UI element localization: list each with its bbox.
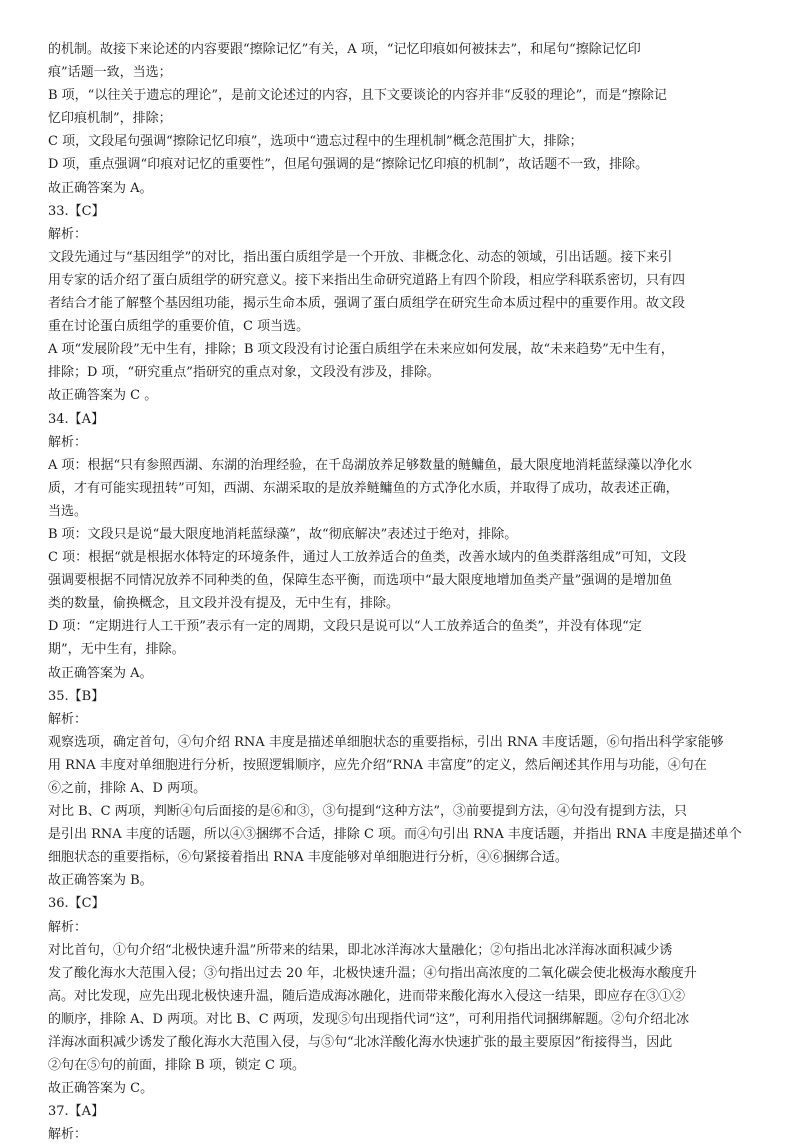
answer-line: 故正确答案为 B。 — [48, 873, 153, 889]
answer-line: 故正确答案为 C 。 — [48, 388, 158, 404]
text-line: 对比 B、C 两项，判断④句后面接的是⑥和③，③句提到“这种方法”，③前要提到方法，④句没有提到方法，只 — [48, 804, 688, 820]
question-number-33: 33.【C】 — [48, 203, 105, 219]
text-line: A 项：根据“只有参照西湖、东湖的治理经验，在千岛湖放养足够数量的鲢鳙鱼，最大限度地消耗蓝绿藻以净化水 — [48, 457, 693, 473]
text-line: 期”，无中生有，排除。 — [48, 642, 185, 658]
text-line: 对比首句，①句介绍“北极快速升温”所带来的结果，即北冰洋海冰大量融化；②句指出北冰洋海冰面积减少诱 — [48, 942, 673, 958]
text-line: 者结合才能了解整个基因组功能，揭示生命本质，强调了蛋白质组学在研究生命本质过程中的重要作用。故文段 — [48, 296, 686, 312]
text-line: 强调要根据不同情况放养不同种类的鱼，保障生态平衡，而选项中“最大限度地增加鱼类产量”强调的是增加鱼 — [48, 573, 673, 589]
text-line: 当选。 — [48, 503, 88, 519]
answer-line: 故正确答案为 C。 — [48, 1081, 154, 1097]
answer-line: 故正确答案为 A。 — [48, 180, 153, 196]
text-line: C 项：根据“就是根据水体特定的环境条件，通过人工放养适合的鱼类，改善水域内的鱼类群落组成”可知，文段 — [48, 550, 687, 566]
analysis-label: 解析： — [48, 919, 88, 935]
text-line: 排除；D 项，“研究重点”指研究的重点对象，文段没有涉及，排除。 — [48, 365, 440, 381]
text-line: 的机制。故接下来论述的内容要跟“擦除记忆”有关，A 项，“记忆印痕如何被抹去”，和尾句“擦除记忆印 — [48, 42, 641, 57]
question-number-36: 36.【C】 — [48, 896, 105, 912]
text-line: 高。对比发现，应先出现北极快速升温，随后造成海冰融化，进而带来酸化海水入侵这一结果，即应存在③①② — [48, 988, 686, 1004]
text-line: 是引出 RNA 丰度的话题，所以④③捆绑不合适，排除 C 项。而④句引出 RNA 丰度话题，并指出 RNA 丰度是描述单个 — [48, 827, 742, 843]
text-line: 细胞状态的重要指标，⑥句紧接着指出 RNA 丰度能够对单细胞进行分析，④⑥捆绑合适。 — [48, 850, 568, 866]
text-line: 文段先通过与“基因组学”的对比，指出蛋白质组学是一个开放、非概念化、动态的领域，引出话题。接下来引 — [48, 249, 673, 265]
text-line: 重在讨论蛋白质组学的重要价值，C 项当选。 — [48, 319, 310, 335]
answer-line: 故正确答案为 A。 — [48, 665, 153, 681]
analysis-label: 解析： — [48, 711, 88, 727]
text-line: 痕”话题一致，当选； — [48, 65, 172, 81]
text-line: B 项，“以往关于遗忘的理论”，是前文论述过的内容，且下文要谈论的内容并非“反驳的理论”，而是“擦除记 — [48, 88, 667, 104]
text-line: B 项：文段只是说“最大限度地消耗蓝绿藻”，故“彻底解决”表述过于绝对，排除。 — [48, 526, 518, 542]
text-line: A 项“发展阶段”无中生有，排除；B 项文段没有讨论蛋白质组学在未来应如何发展，故“未来趋势”无中生有， — [48, 342, 674, 358]
text-line: ⑥之前，排除 A、D 两项。 — [48, 781, 207, 796]
text-line: 洋海冰面积减少诱发了酸化海水大范围入侵，与⑤句“北冰洋酸化海水快速扩张的最主要原因”衔接得当，因此 — [48, 1035, 673, 1051]
text-line: 用专家的话介绍了蛋白质组学的研究意义。接下来指出生命研究道路上有四个阶段，相应学科联系密切，只有四 — [48, 272, 686, 288]
text-line: 观察选项，确定首句，④句介绍 RNA 丰度是描述单细胞状态的重要指标，引出 RNA 丰度话题，⑥句指出科学家能够 — [48, 734, 724, 750]
text-line: 用 RNA 丰度对单细胞进行分析，按照逻辑顺序，应先介绍“RNA 丰富度”的定义，然后阐述其作用与功能，④句在 — [48, 757, 707, 773]
text-line: 忆印痕机制”，排除； — [48, 111, 172, 127]
text-line: 类的数量，偷换概念，且文段并没有提及，无中生有，排除。 — [48, 596, 400, 612]
text-line: D 项：“定期进行人工干预”表示有一定的周期，文段只是说可以“人工放养适合的鱼类”，并没有体现“定 — [48, 619, 642, 635]
analysis-label: 解析： — [48, 434, 88, 450]
text-line: D 项，重点强调“印痕对记忆的重要性”，但尾句强调的是“擦除记忆印痕的机制”，故话题不一致，排除。 — [48, 157, 649, 173]
text-line: 质，才有可能实现扭转”可知，西湖、东湖采取的是放养鲢鳙鱼的方式净化水质，并取得了成功，故表述正确， — [48, 480, 679, 496]
text-line: C 项，文段尾句强调“擦除记忆印痕”，选项中“遗忘过程中的生理机制”概念范围扩大，排除； — [48, 134, 583, 150]
document-body — [48, 38, 760, 1147]
text-line: ②句在⑤句的前面，排除 B 项，锁定 C 项。 — [48, 1058, 306, 1074]
analysis-label: 解析： — [48, 226, 88, 242]
question-number-35: 35.【B】 — [48, 688, 105, 704]
text-line: 发了酸化海水大范围入侵；③句指出过去 20 年，北极快速升温；④句指出高浓度的二氧化碳会使北极海水酸度升 — [48, 965, 697, 981]
text-line: 的顺序，排除 A、D 两项。对比 B、C 两项，发现⑤句出现指代词“这”，可利用指代词捆绑解题。②句介绍北冰 — [48, 1011, 690, 1027]
question-number-34: 34.【A】 — [48, 411, 105, 427]
analysis-label: 解析： — [48, 1127, 88, 1143]
question-number-37: 37.【A】 — [48, 1104, 105, 1120]
